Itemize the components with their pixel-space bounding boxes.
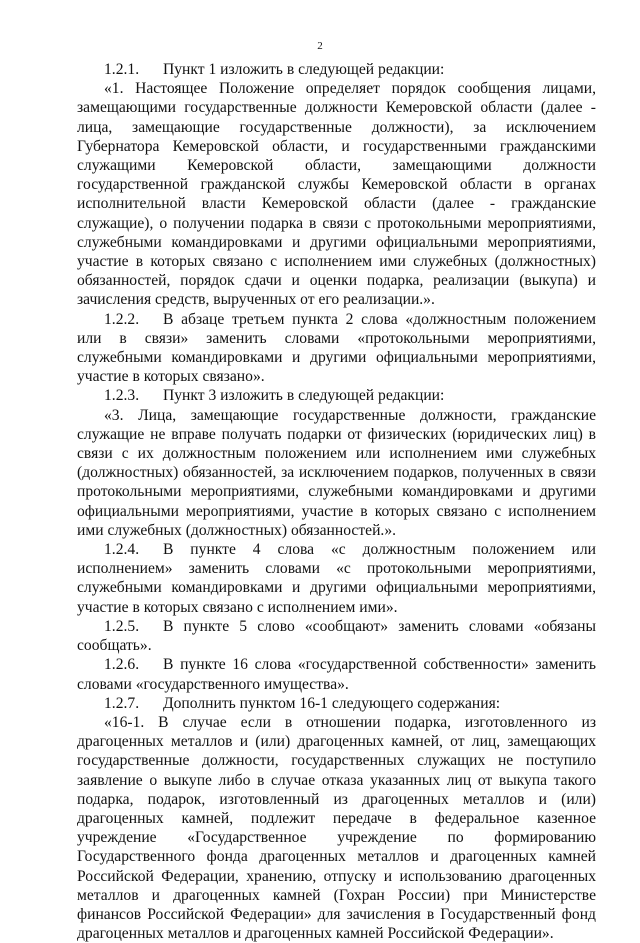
- paragraph-text: «16-1. В случае если в отношении подарка, изготовленного из драгоценных металлов и (или) драгоценных камней, от лиц, замещающих государственные должности, государственных служащих не поступило заявление о выкупе либо в случае отказа указанных лиц от выкупа такого подарка, подарок, изготовленный из драгоценных металлов и (или) драгоценных камней, подлежит передаче в федеральное казенное учреждение «Государственное учреждение по формированию Государственного фонда драгоценных металлов и драгоценных камней Российской Федерации, хранению, отпуску и использованию драгоценных металлов и драгоценных камней (Гохран России) при Министерстве финансов Российской Федерации» для зачисления в Государственный фонд драгоценных металлов и драгоценных камней Российской Федерации».: [77, 713, 596, 943]
- paragraph-text: Пункт 1 изложить в следующей редакции:: [163, 61, 445, 78]
- item-number: 1.2.3.: [104, 387, 140, 405]
- paragraph-text: В пункте 16 слова «государственной собственности» заменить словами «государственного имущества».: [77, 656, 596, 693]
- page-number: 2: [317, 40, 323, 52]
- item-number: 1.2.5.: [104, 617, 140, 635]
- paragraph-1-2-7: [77, 694, 596, 713]
- paragraph-quote-1: [77, 79, 596, 309]
- paragraph-text: «1. Настоящее Положение определяет порядок сообщения лицами, замещающими государственные должности Кемеровской области (далее - лица, замещающие государственные должности), за исключением Губернатора Кемеровской области, и государственными гражданскими служащими Кемеровской области, замещающими должности государственной гражданской службы Кемеровской области в органах исполнительной власти Кемеровской области (далее - гражданские служащие), о получении подарка в связи с протокольными мероприятиями, служебными командировками и другими официальными мероприятиями, участие в которых связано с исполнением ими служебных (должностных) обязанностей, порядок сдачи и оценки подарка, реализации (выкупа) и зачисления средств, вырученных от его реализации.».: [77, 80, 596, 309]
- paragraph-text: Пункт 3 изложить в следующей редакции:: [163, 387, 445, 405]
- paragraph-text: В пункте 4 слова «с должностным положением или исполнением» заменить словами «с протокольными мероприятиями, служебными командировками и другими официальными мероприятиями, участие в которых связано с исполнением ими».: [77, 541, 596, 616]
- paragraph-text: «3. Лица, замещающие государственные должности, гражданские служащие не вправе получать подарки от физических (юридических лиц) в связи с их должностным положением или исполнением ими служебных (должностных) обязанностей, за исключением подарков, полученных в связи протокольными мероприятиями, служебными командировками и другими официальными мероприятиями, участие в которых связано с исполнением ими служебных (должностных) обязанностей.».: [77, 406, 596, 539]
- paragraph-text: В абзаце третьем пункта 2 слова «должностным положением или в связи» заменить словами «протокольными мероприятиями, служебными командировками и другими официальными мероприятиями, участие в которых связано».: [77, 310, 596, 386]
- paragraph-1-2-4: [77, 540, 596, 617]
- paragraph-1-2-6: [77, 655, 596, 693]
- paragraph-quote-3: [77, 406, 596, 540]
- item-number: 1.2.6.: [104, 656, 140, 674]
- paragraph-1-2-5: [77, 617, 596, 655]
- item-number: 1.2.1.: [104, 61, 140, 78]
- paragraph-1-2-1: [77, 60, 596, 79]
- paragraph-1-2-3: [77, 386, 596, 405]
- item-number: 1.2.7.: [104, 694, 140, 712]
- paragraph-1-2-2: [77, 310, 596, 387]
- paragraph-text: В пункте 5 слово «сообщают» заменить словами «обязаны сообщать».: [77, 617, 596, 655]
- paragraph-text: Дополнить пунктом 16-1 следующего содержания:: [163, 694, 501, 712]
- paragraph-quote-16-1: [77, 713, 596, 943]
- item-number: 1.2.4.: [104, 541, 140, 559]
- item-number: 1.2.2.: [104, 310, 140, 328]
- document-body: [77, 60, 596, 943]
